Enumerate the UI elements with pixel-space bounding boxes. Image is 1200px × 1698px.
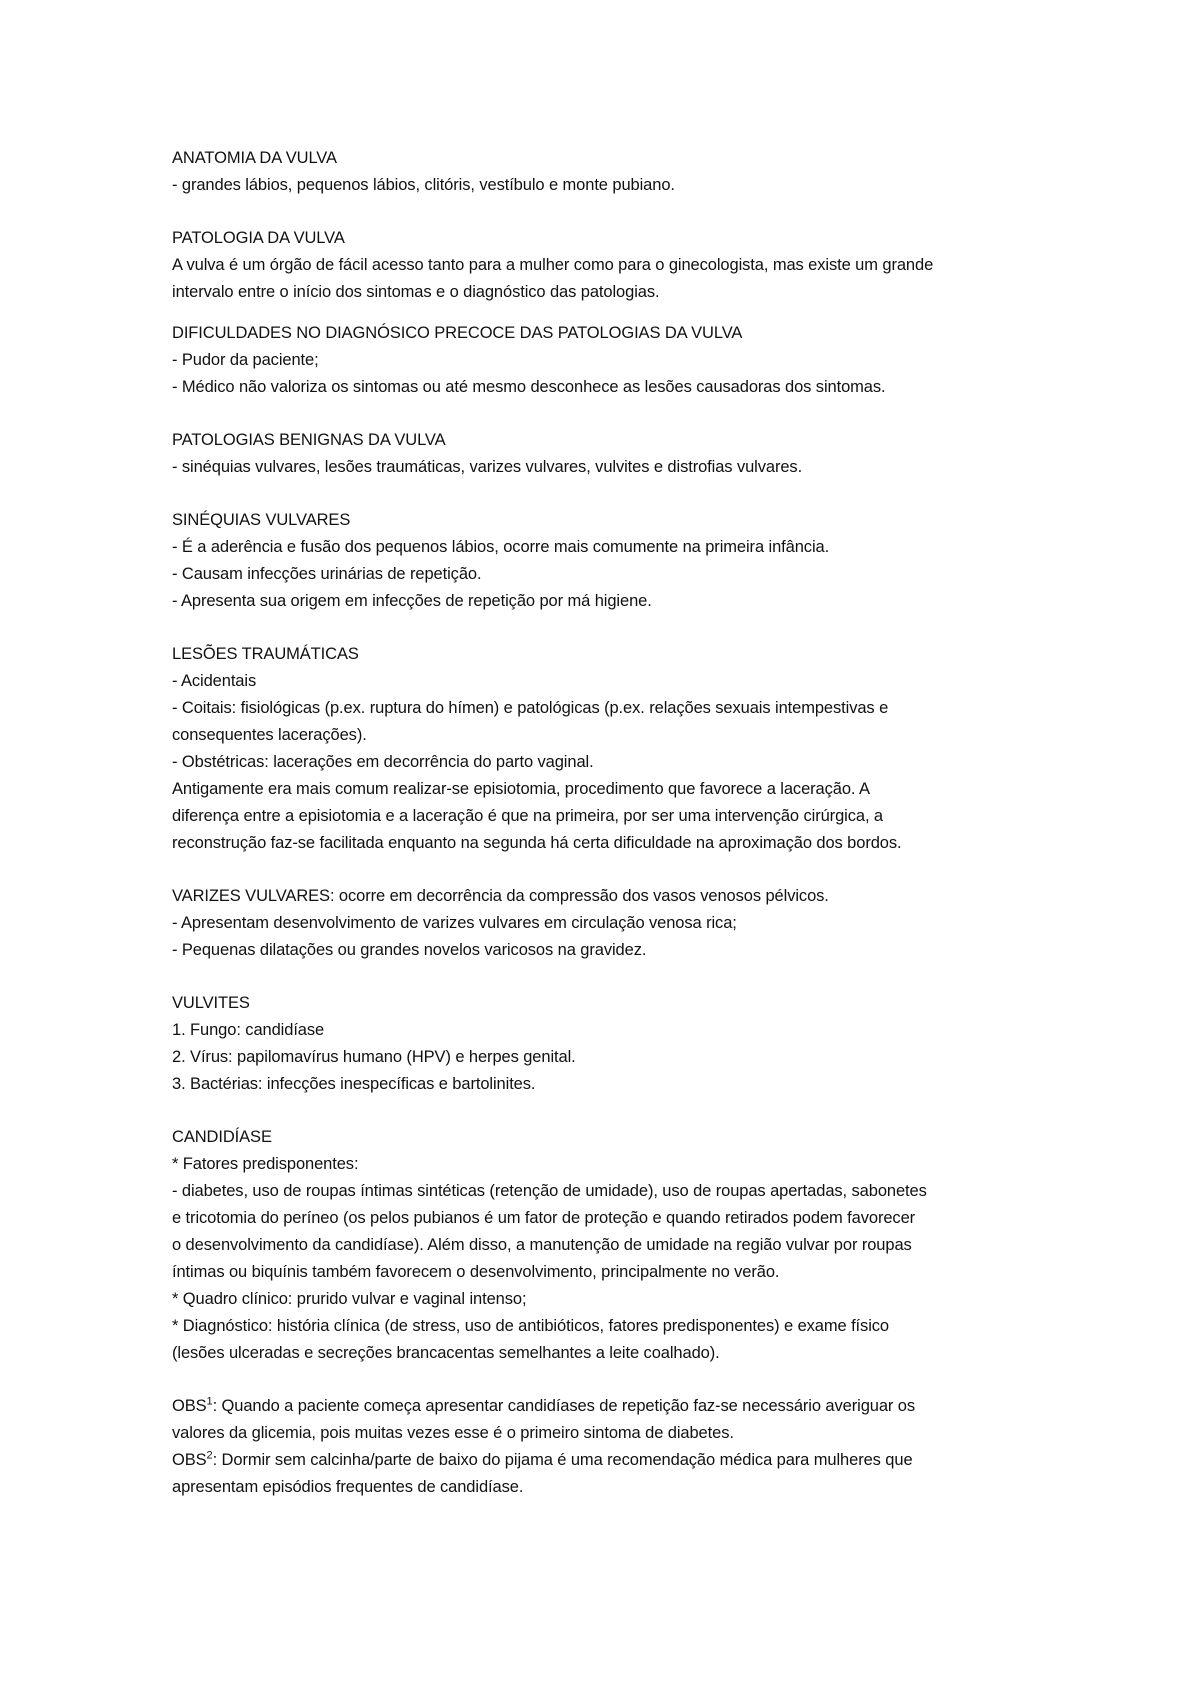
text-line: intervalo entre o início dos sintomas e o diagnóstico das patologias. bbox=[172, 283, 660, 301]
text-line: - É a aderência e fusão dos pequenos lábios, ocorre mais comumente na primeira infância. bbox=[172, 538, 830, 556]
text-line: (lesões ulceradas e secreções brancacentas semelhantes a leite coalhado). bbox=[172, 1344, 720, 1362]
obs-superscript: 2 bbox=[206, 1449, 213, 1462]
section-title: DIFICULDADES NO DIAGNÓSICO PRECOCE DAS PATOLOGIAS DA VULVA bbox=[172, 324, 743, 342]
spacer bbox=[172, 1098, 1052, 1124]
text-line: * Diagnóstico: história clínica (de stress, uso de antibióticos, fatores predisponentes) e exame físico bbox=[172, 1317, 889, 1335]
text-line: * Fatores predisponentes: bbox=[172, 1155, 359, 1173]
list-item: 2. Vírus: papilomavírus humano (HPV) e herpes genital. bbox=[172, 1048, 576, 1066]
text-line: diferença entre a episiotomia e a laceração é que na primeira, por ser uma intervenção cirúrgica, a bbox=[172, 807, 883, 825]
section-patologias-benignas bbox=[172, 427, 1052, 481]
section-dificuldades bbox=[172, 320, 1052, 401]
section-title: ANATOMIA DA VULVA bbox=[172, 149, 337, 167]
spacer bbox=[172, 306, 1052, 320]
section-varizes bbox=[172, 883, 1052, 964]
section-lesoes-traumaticas bbox=[172, 641, 1052, 857]
obs-label: OBS bbox=[172, 1397, 207, 1415]
spacer bbox=[172, 615, 1052, 641]
text-line: A vulva é um órgão de fácil acesso tanto para a mulher como para o ginecologista, mas existe um grande bbox=[172, 256, 934, 274]
text-line: apresentam episódios frequentes de candidíase. bbox=[172, 1478, 524, 1496]
text-line: - Coitais: fisiológicas (p.ex. ruptura do hímen) e patológicas (p.ex. relações sexuais intempestivas e bbox=[172, 699, 889, 717]
section-patologia bbox=[172, 225, 1052, 306]
section-title: VULVITES bbox=[172, 994, 250, 1012]
text-line: * Quadro clínico: prurido vulvar e vaginal intenso; bbox=[172, 1290, 527, 1308]
section-observacoes bbox=[172, 1393, 1052, 1501]
spacer bbox=[172, 964, 1052, 990]
obs-superscript: 1 bbox=[206, 1395, 213, 1408]
spacer bbox=[172, 1367, 1052, 1393]
section-title: CANDIDÍASE bbox=[172, 1128, 272, 1146]
spacer bbox=[172, 199, 1052, 225]
obs-label: OBS bbox=[172, 1451, 207, 1469]
section-vulvites bbox=[172, 990, 1052, 1098]
text-line: - Pequenas dilatações ou grandes novelos varicosos na gravidez. bbox=[172, 941, 647, 959]
obs-text: : Dormir sem calcinha/parte de baixo do pijama é uma recomendação médica para mulheres que bbox=[212, 1451, 913, 1469]
text-line: o desenvolvimento da candidíase). Além disso, a manutenção de umidade na região vulvar por roupas bbox=[172, 1236, 912, 1254]
text-line: - Apresentam desenvolvimento de varizes vulvares em circulação venosa rica; bbox=[172, 914, 737, 932]
text-line: - diabetes, uso de roupas íntimas sintéticas (retenção de umidade), uso de roupas apertadas, sabonetes bbox=[172, 1182, 927, 1200]
section-title: PATOLOGIAS BENIGNAS DA VULVA bbox=[172, 431, 446, 449]
spacer bbox=[172, 401, 1052, 427]
section-sinequias bbox=[172, 507, 1052, 615]
text-line: - Pudor da paciente; bbox=[172, 351, 319, 369]
list-item: 3. Bactérias: infecções inespecíficas e bartolinites. bbox=[172, 1075, 536, 1093]
text-line: Antigamente era mais comum realizar-se episiotomia, procedimento que favorece a laceração. A bbox=[172, 780, 870, 798]
section-title: VARIZES VULVARES: ocorre em decorrência da compressão dos vasos venosos pélvicos. bbox=[172, 887, 829, 905]
text-line: - Apresenta sua origem em infecções de repetição por má higiene. bbox=[172, 592, 652, 610]
spacer bbox=[172, 481, 1052, 507]
text-line: - grandes lábios, pequenos lábios, clitóris, vestíbulo e monte pubiano. bbox=[172, 176, 675, 194]
list-item: 1. Fungo: candidíase bbox=[172, 1021, 325, 1039]
section-title: PATOLOGIA DA VULVA bbox=[172, 229, 345, 247]
text-line: - Obstétricas: lacerações em decorrência do parto vaginal. bbox=[172, 753, 594, 771]
obs-2 bbox=[172, 1447, 1052, 1474]
text-line: reconstrução faz-se facilitada enquanto na segunda há certa dificuldade na aproximação dos bordos. bbox=[172, 834, 902, 852]
obs-1 bbox=[172, 1393, 1052, 1420]
section-anatomia bbox=[172, 145, 1052, 199]
section-title: SINÉQUIAS VULVARES bbox=[172, 511, 351, 529]
text-line: - Acidentais bbox=[172, 672, 257, 690]
text-line: - Causam infecções urinárias de repetição. bbox=[172, 565, 482, 583]
text-line: valores da glicemia, pois muitas vezes esse é o primeiro sintoma de diabetes. bbox=[172, 1424, 734, 1442]
document-body bbox=[172, 145, 1052, 1501]
obs-text: : Quando a paciente começa apresentar candidíases de repetição faz-se necessário averiguar os bbox=[212, 1397, 916, 1415]
spacer bbox=[172, 857, 1052, 883]
text-line: - sinéquias vulvares, lesões traumáticas, varizes vulvares, vulvites e distrofias vulvares. bbox=[172, 458, 803, 476]
text-line: - Médico não valoriza os sintomas ou até mesmo desconhece as lesões causadoras dos sintomas. bbox=[172, 378, 886, 396]
text-line: consequentes lacerações). bbox=[172, 726, 367, 744]
text-line: e tricotomia do períneo (os pelos pubianos é um fator de proteção e quando retirados podem favorecer bbox=[172, 1209, 916, 1227]
section-candidiase bbox=[172, 1124, 1052, 1367]
text-line: íntimas ou biquínis também favorecem o desenvolvimento, principalmente no verão. bbox=[172, 1263, 780, 1281]
section-title: LESÕES TRAUMÁTICAS bbox=[172, 645, 359, 663]
